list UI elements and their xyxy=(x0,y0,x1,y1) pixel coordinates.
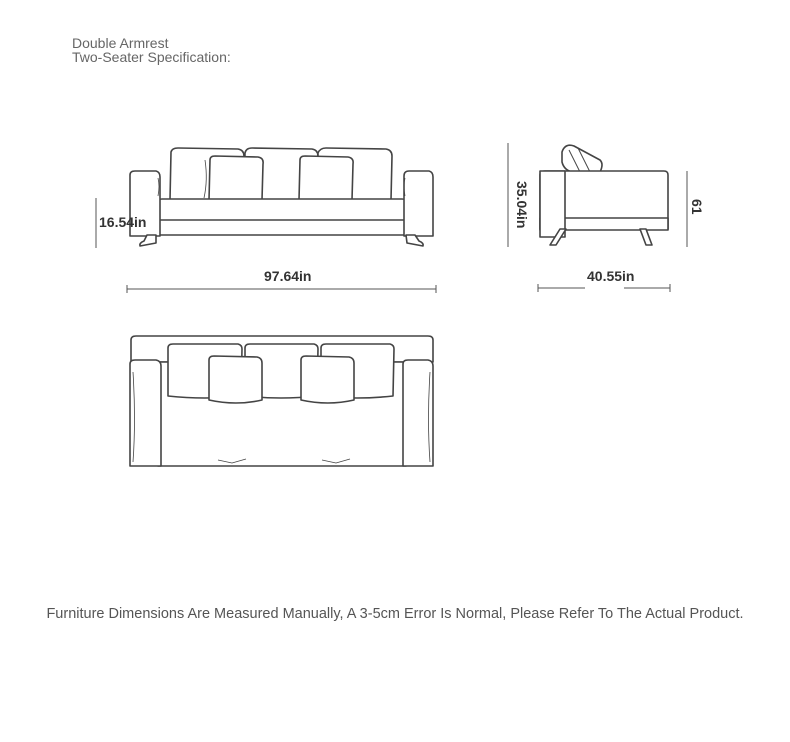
sofa-top-view xyxy=(130,336,433,466)
spec-heading-line2: Two-Seater Specification: xyxy=(72,49,231,65)
measurement-note: Furniture Dimensions Are Measured Manually, A 3-5cm Error Is Normal, Please Refer To The Actual Product. xyxy=(46,606,744,622)
width-label: 97.64in xyxy=(264,268,312,284)
spec-heading-line1: Double Armrest xyxy=(72,35,169,51)
sofa-side-view xyxy=(540,145,668,245)
arm-height-label: 61 xyxy=(689,199,705,215)
seat-height-label: 16.54in xyxy=(99,214,147,230)
depth-label: 40.55in xyxy=(587,268,635,284)
height-label: 35.04in xyxy=(514,181,530,229)
sofa-front-view xyxy=(130,148,433,246)
